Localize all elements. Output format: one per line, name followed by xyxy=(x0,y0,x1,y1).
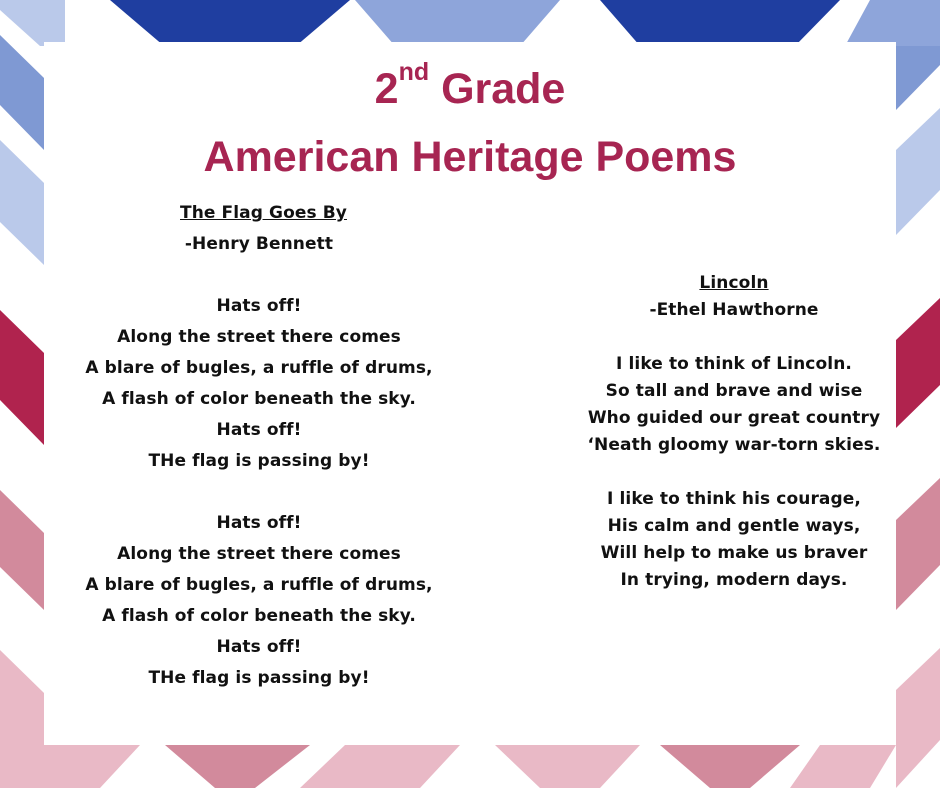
poem-flag-goes-by xyxy=(84,198,434,694)
top-right-corner-stripe xyxy=(845,0,940,46)
top-light-chevron xyxy=(355,0,560,46)
poem-line: THe flag is passing by! xyxy=(148,668,370,688)
grade-suffix: nd xyxy=(398,58,430,86)
bottom-pale-chevron-center xyxy=(495,745,640,788)
left-stripe-blue xyxy=(0,35,44,150)
bottom-pale-chevron-mid xyxy=(300,745,460,788)
right-stripe-blue xyxy=(896,46,940,110)
grade-heading xyxy=(44,58,896,114)
poem-line: A blare of bugles, a ruffle of drums, xyxy=(85,575,433,595)
poem-author: -Henry Bennett xyxy=(184,234,334,254)
bottom-pale-chevron-right xyxy=(790,745,896,788)
poem-line: In trying, modern days. xyxy=(620,570,848,590)
poem-line: ‘Neath gloomy war-torn skies. xyxy=(587,435,881,455)
bottom-rose-chevron-left xyxy=(165,745,310,788)
poem-line: I like to think of Lincoln. xyxy=(616,354,852,374)
poem-lincoln xyxy=(574,270,894,594)
poem-line: His calm and gentle ways, xyxy=(607,516,861,536)
poem-line: Along the street there comes xyxy=(117,327,401,347)
top-navy-chevron-right xyxy=(600,0,840,46)
poem-line: Along the street there comes xyxy=(117,544,401,564)
poem-line: A flash of color beneath the sky. xyxy=(102,389,416,409)
page-title: American Heritage Poems xyxy=(203,133,737,181)
grade-word: Grade xyxy=(441,65,566,113)
top-left-corner-stripe xyxy=(0,0,65,46)
right-stripe-rose xyxy=(896,478,940,610)
top-navy-chevron-left xyxy=(110,0,350,46)
grade-number: 2 xyxy=(374,65,399,113)
poem-line: Will help to make us braver xyxy=(600,543,868,563)
poem-card xyxy=(44,42,896,745)
poem-line: Hats off! xyxy=(216,296,302,316)
left-stripe-crimson xyxy=(0,310,44,445)
poem-author: -Ethel Hawthorne xyxy=(649,300,819,320)
poem-line: Hats off! xyxy=(216,420,302,440)
poem-line: THe flag is passing by! xyxy=(148,451,370,471)
poem-line: Hats off! xyxy=(216,513,302,533)
bottom-rose-chevron-right xyxy=(660,745,800,788)
poem-line: Who guided our great country xyxy=(587,408,881,428)
right-stripe-pale-rose xyxy=(896,648,940,788)
poem-line: Hats off! xyxy=(216,637,302,657)
poem-line: So tall and brave and wise xyxy=(605,381,863,401)
poem-line: A flash of color beneath the sky. xyxy=(102,606,416,626)
poem-line: A blare of bugles, a ruffle of drums, xyxy=(85,358,433,378)
right-stripe-light-blue xyxy=(896,108,940,235)
right-stripe-crimson xyxy=(896,298,940,428)
left-stripe-light-blue xyxy=(0,140,44,265)
poem-title: Lincoln xyxy=(699,273,769,293)
poem-title: The Flag Goes By xyxy=(180,203,347,223)
left-stripe-rose xyxy=(0,490,44,610)
poem-line: I like to think his courage, xyxy=(607,489,861,509)
